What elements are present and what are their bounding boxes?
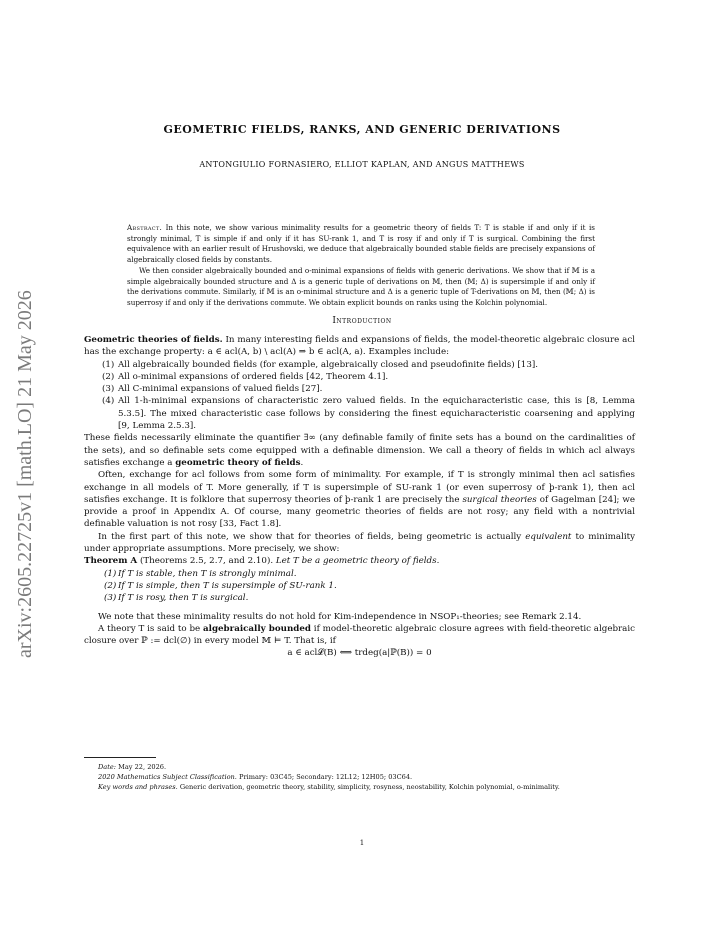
after-text-2b: if model-theoretic algebraic closure agrees with field-theoretic algebraic closure over ℙ := dcl(∅) in every model 𝕄 ⊨ T. That is, if xyxy=(84,623,635,647)
paper-authors: ANTONGIULIO FORNASIERO, ELLIOT KAPLAN, AND ANGUS MATTHEWS xyxy=(199,160,525,169)
list-number: (3) xyxy=(102,384,115,395)
list-item-text: If T is simple, then T is supersimple of SU-rank 1. xyxy=(118,580,337,591)
footnote-rule xyxy=(84,757,156,758)
emphasis-surgical: surgical theories xyxy=(462,494,537,505)
theorem-label: Theorem A xyxy=(84,556,138,567)
list-item-text: All C-minimal expansions of valued fields [27]. xyxy=(118,384,323,395)
defined-term: algebraically bounded xyxy=(203,623,311,634)
list-number: (4) xyxy=(102,396,115,407)
list-number: (2) xyxy=(104,580,117,591)
footnote-text: Primary: 03C45; Secondary: 12L12; 12H05; 03C64. xyxy=(239,772,413,781)
list-number: (2) xyxy=(102,371,115,382)
intro-text-4a: In the first part of this note, we show that for theories of fields, being geometric is actually xyxy=(98,531,522,542)
body-text xyxy=(84,334,635,660)
abstract-label: Abstract. xyxy=(127,223,163,232)
footnote-text: Generic derivation, geometric theory, stability, simplicity, rosyness, neostability, Kolchin polynomial, o-minimality. xyxy=(179,782,560,791)
list-item xyxy=(84,371,635,383)
section-heading-introduction: Introduction xyxy=(332,316,392,326)
list-number: (1) xyxy=(104,568,117,579)
arxiv-sidebar-stamp xyxy=(3,240,43,660)
after-paragraph-2 xyxy=(84,623,635,648)
intro-paragraph-4 xyxy=(84,531,635,556)
intro-text-2b: . xyxy=(300,457,304,468)
theorem-refs: (Theorems 2.5, 2.7, and 2.10). xyxy=(139,556,274,567)
page-number: 1 xyxy=(359,839,365,847)
after-paragraph-1: We note that these minimality results do not hold for Kim-independence in NSOP₁-theories; see Remark 2.14. xyxy=(98,611,582,622)
list-item xyxy=(84,359,635,371)
list-item-text: All 1-h-minimal expansions of characteristic zero valued fields. In the equicharacteristic case, this is [8, Lemma 5.3.5]. The mixed characteristic case follows by considering the finest equicharacteristic coarsening and applying [9, Lemma 2.5.3]. xyxy=(118,396,635,432)
defined-term: geometric theory of fields xyxy=(175,457,301,468)
arxiv-stamp-svg xyxy=(3,240,43,660)
intro-text-3b: of Gagelman [24]; we provide a proof in Appendix A. Of course, many geometric theories of fields are not rosy; any field with a nontrivial definable valuation is not rosy [33, Fact 1.8]. xyxy=(84,494,636,530)
list-item-text: All algebraically bounded fields (for example, algebraically closed and pseudofinite fields) [13]. xyxy=(118,359,538,370)
list-item xyxy=(84,568,635,580)
list-item xyxy=(84,395,635,432)
run-in-heading: Geometric theories of fields. xyxy=(84,335,223,345)
footnote-msc xyxy=(84,773,635,783)
theorem-items xyxy=(84,568,635,605)
footnote-date xyxy=(84,763,635,773)
intro-text-2a: These fields necessarily eliminate the quantifier ∃∞ (any definable family of finite sets has a bound on the cardinalities of the sets), and so definable sets come equipped with a definable dimension. We call a theory of fields in which acl always satisfies exchange a xyxy=(84,433,635,468)
footnote-label: 2020 Mathematics Subject Classification. xyxy=(98,772,237,781)
footnote-keywords xyxy=(84,783,635,793)
list-item-text: All o-minimal expansions of ordered fields [42, Theorem 4.1]. xyxy=(118,371,389,382)
footnotes xyxy=(84,763,635,792)
display-equation: a ∈ acl𝓛(B) ⟺ trdeg(a|ℙ(B)) = 0 xyxy=(287,648,432,659)
intro-text-3a: Often, exchange for acl follows from some form of minimality. For example, if T is strongly minimal then acl satisfies exchange in all models of T. More generally, if T is supersimple of SU-rank 1 (or even superrosy of þ-rank 1), then acl satisfies exchange. It is folklore that superrosy theories of þ-rank 1 are precisely the xyxy=(84,470,635,505)
list-item xyxy=(84,592,635,604)
abstract-text-1: In this note, we show various minimality results for a geometric theory of fields T: T is stable if and only if it is strongly minimal, T is simple if and only if it has SU-rank 1, and T is rosy if and only if T is surgical. Combining the first equivalence with an earlier result of Hrushovski, we deduce that algebraically bounded stable fields are precisely expansions of algebraically closed fields by constants. xyxy=(127,223,595,265)
footnote-label: Key words and phrases. xyxy=(98,782,178,791)
abstract xyxy=(127,223,595,309)
intro-paragraph-2 xyxy=(84,432,635,469)
arxiv-identifier: arXiv:2605.22725v1 [math.LO] 21 May 2026 xyxy=(14,290,36,658)
list-number: (3) xyxy=(104,593,117,604)
list-number: (1) xyxy=(102,359,115,370)
theorem-a xyxy=(84,555,635,567)
list-item xyxy=(84,383,635,395)
footnote-text: May 22, 2026. xyxy=(118,763,167,771)
examples-list xyxy=(84,359,635,433)
intro-text-4b: to minimality under appropriate assumptions. More precisely, we show: xyxy=(84,531,636,555)
theorem-statement: Let T be a geometric theory of fields. xyxy=(275,556,440,567)
list-item-text: If T is rosy, then T is surgical. xyxy=(118,593,249,604)
intro-text-1: In many interesting fields and expansions of fields, the model-theoretic algebraic closure acl has the exchange property: a ∈ acl(A, b) \ acl(A) ⇒ b ∈ acl(A, a). Examples include: xyxy=(84,335,636,358)
intro-paragraph-3 xyxy=(84,469,635,530)
footnote-label: Date: xyxy=(98,763,116,771)
list-item xyxy=(84,580,635,592)
list-item-text: If T is stable, then T is strongly minimal. xyxy=(118,568,297,579)
intro-paragraph-1 xyxy=(84,334,635,359)
after-text-2a: A theory T is said to be xyxy=(98,623,201,634)
emphasis-equivalent: equivalent xyxy=(525,531,572,542)
abstract-paragraph-2: We then consider algebraically bounded and o-minimal expansions of fields with generic derivations. We show that if 𝕄 is a simple algebraically bounded structure and Δ is a generic tuple of derivations on 𝕄, then (𝕄; Δ) is supersimple if and only if the derivations commute. Similarly, if 𝕄 is an o-minimal structure and Δ is a generic tuple of T-derivations on 𝕄, then (𝕄; Δ) is superrosy if and only if the derivations commute. We obtain explicit bounds on ranks using the Kolchin polynomial. xyxy=(127,265,595,307)
paper-title: GEOMETRIC FIELDS, RANKS, AND GENERIC DERIVATIONS xyxy=(163,123,561,136)
abstract-paragraph-1 xyxy=(127,223,595,266)
